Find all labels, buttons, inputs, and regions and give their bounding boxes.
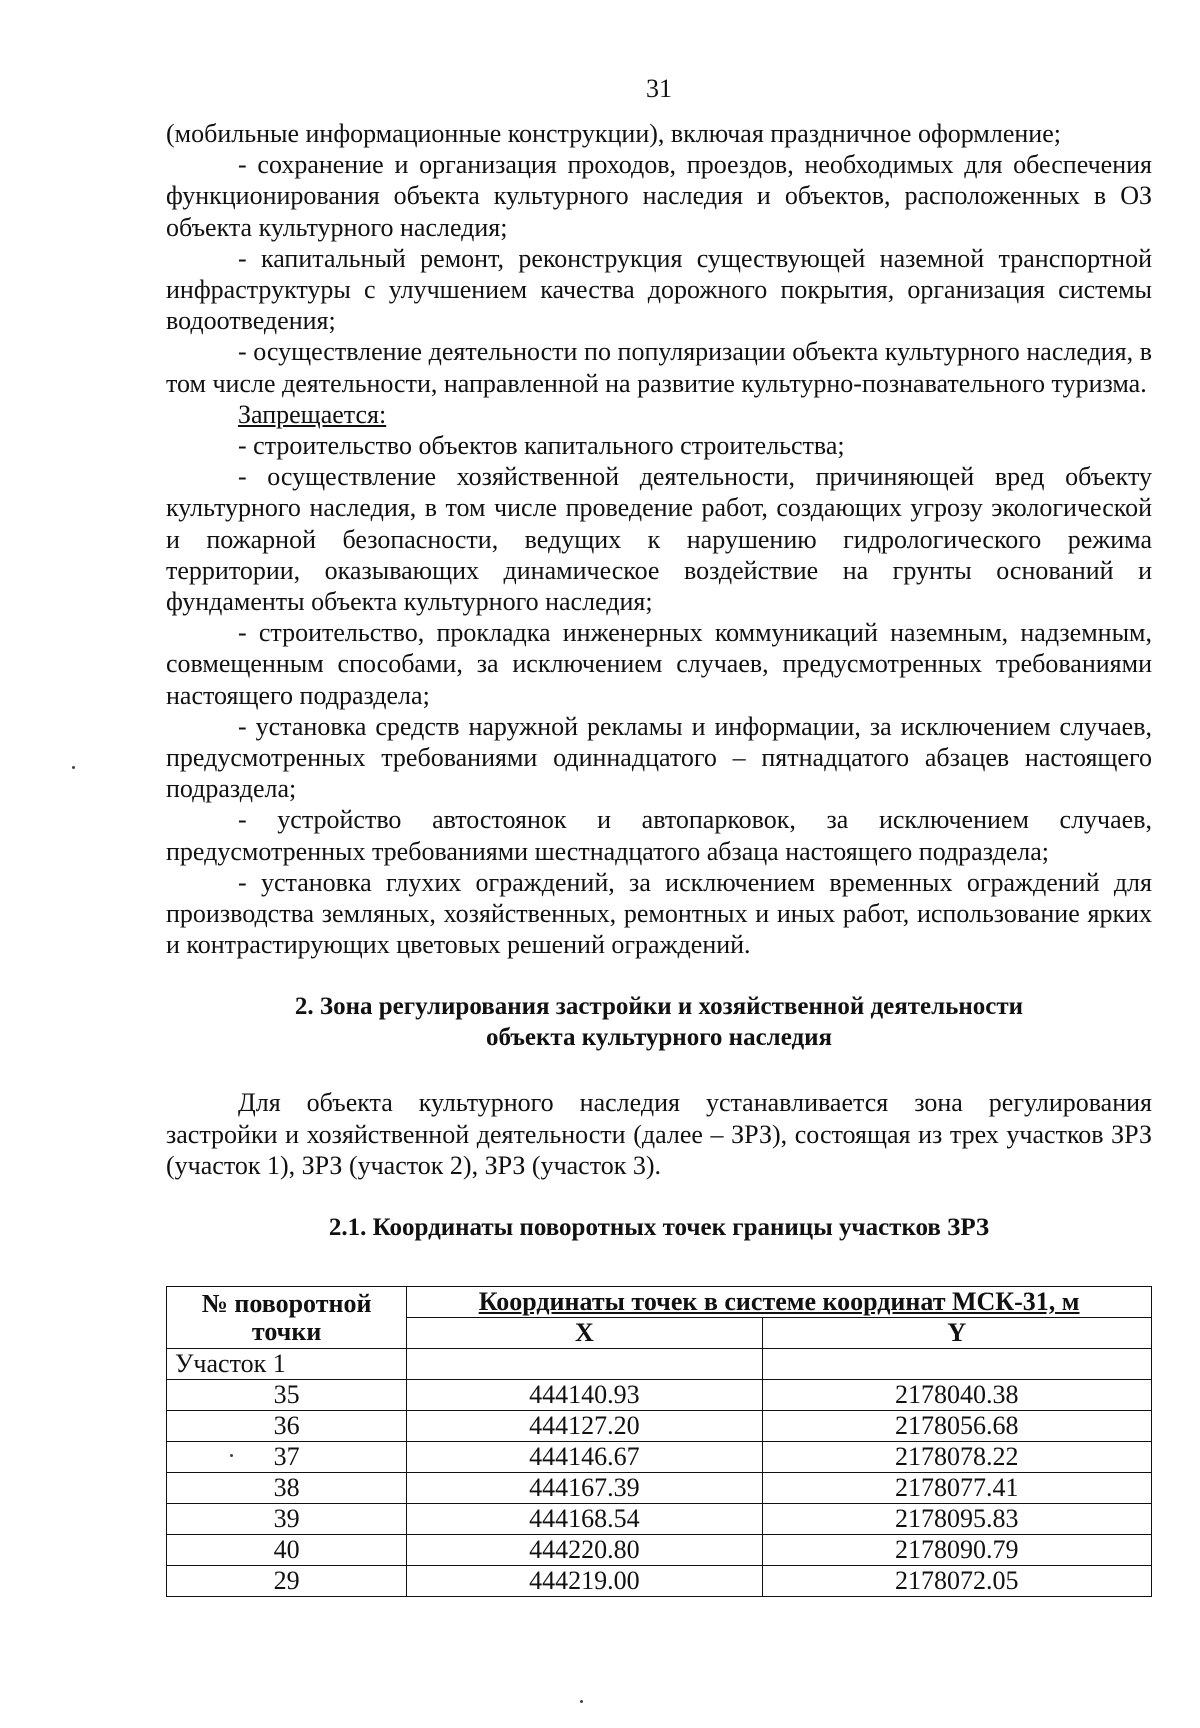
- header-coords-text: Координаты точек в системе координат МСК-31, м: [478, 1287, 1080, 1316]
- prohibited-heading: [166, 399, 1152, 430]
- header-coords: [407, 1287, 1152, 1318]
- prohibited-label: Запрещается:: [238, 399, 387, 429]
- table-row: [167, 1473, 1152, 1504]
- prohibited-item: - строительство, прокладка инженерных коммуникаций наземным, надземным, совмещенным способами, за исключением случаев, предусмотренных требованиями настоящего подраздела;: [166, 618, 1152, 710]
- section-title-line2: объекта культурного наследия: [485, 1024, 833, 1052]
- point-cell: 37: [167, 1442, 407, 1473]
- point-cell: 36: [167, 1411, 407, 1442]
- x-cell: 444167.39: [407, 1473, 762, 1504]
- point-cell: 39: [167, 1504, 407, 1535]
- table-section-row: [167, 1349, 1152, 1380]
- header-point-line1: № поворотной: [201, 1288, 372, 1318]
- section-title-line1: 2. Зона регулирования застройки и хозяйственной деятельности: [294, 993, 1024, 1021]
- prohibited-item: - установка средств наружной рекламы и информации, за исключением случаев, предусмотренных требованиями одиннадцатого – пятнадцатого абзацев настоящего подраздела;: [166, 711, 1152, 804]
- page-number: 31: [646, 74, 672, 103]
- paragraph: - капитальный ремонт, реконструкция существующей наземной транспортной инфраструктуры с улучшением качества дорожного покрытия, организация системы водоотведения;: [166, 243, 1152, 336]
- y-cell: 2178056.68: [762, 1411, 1151, 1442]
- document-body: [166, 118, 1152, 1243]
- coordinates-table: [166, 1286, 1152, 1597]
- prohibited-item: - установка глухих ограждений, за исключением временных ограждений для производства земляных, хозяйственных, ремонтных и иных работ, использование ярких и контрастирующих цветовых решений ограждений.: [166, 867, 1152, 960]
- x-cell: 444140.93: [407, 1380, 762, 1411]
- header-y: Y: [762, 1318, 1151, 1349]
- y-cell: 2178095.83: [762, 1504, 1151, 1535]
- empty-cell: [407, 1349, 762, 1380]
- prohibited-item: - строительство объектов капитального строительства;: [238, 431, 845, 461]
- table-row: [167, 1442, 1152, 1473]
- scan-speck: [230, 1454, 233, 1457]
- section-label: Участок 1: [167, 1349, 407, 1380]
- y-cell: 2178090.79: [762, 1535, 1151, 1566]
- point-cell: 35: [167, 1380, 407, 1411]
- scan-speck: [72, 766, 75, 769]
- table-row: [167, 1535, 1152, 1566]
- header-point: [167, 1287, 407, 1349]
- paragraph: - сохранение и организация проходов, проездов, необходимых для обеспечения функционирования объекта культурного наследия и объектов, расположенных в ОЗ объекта культурного наследия;: [166, 150, 1152, 242]
- table-row: [167, 1380, 1152, 1411]
- table-row: [167, 1411, 1152, 1442]
- prohibited-item: - устройство автостоянок и автопарковок, за исключением случаев, предусмотренных требованиями шестнадцатого абзаца настоящего подраздела;: [166, 805, 1152, 866]
- table-row: [167, 1566, 1152, 1597]
- y-cell: 2178040.38: [762, 1380, 1151, 1411]
- x-cell: 444168.54: [407, 1504, 762, 1535]
- subsection-title: 2.1. Координаты поворотных точек границы участков ЗРЗ: [328, 1214, 990, 1242]
- section-intro: Для объекта культурного наследия устанавливается зона регулирования застройки и хозяйственной деятельности (далее – ЗРЗ), состоящая из трех участков ЗРЗ (участок 1), ЗРЗ (участок 2), ЗРЗ (участок 3).: [166, 1088, 1152, 1180]
- y-cell: 2178078.22: [762, 1442, 1151, 1473]
- x-cell: 444220.80: [407, 1535, 762, 1566]
- x-cell: 444127.20: [407, 1411, 762, 1442]
- table-row: [167, 1504, 1152, 1535]
- section-title: [166, 991, 1152, 1053]
- prohibited-item: - осуществление хозяйственной деятельности, причиняющей вред объекту культурного наследия, в том числе проведение работ, создающих угрозу экологической и пожарной безопасности, ведущих к нарушению гидрологического режима территории, оказывающих динамическое воздействие на грунты оснований и фундаменты объекта культурного наследия;: [166, 462, 1152, 617]
- header-point-line2: точки: [251, 1316, 322, 1346]
- paragraph: - осуществление деятельности по популяризации объекта культурного наследия, в том числе деятельности, направленной на развитие культурно-познавательного туризма.: [166, 337, 1152, 398]
- x-cell: 444219.00: [407, 1566, 762, 1597]
- scan-speck: [580, 1700, 583, 1703]
- y-cell: 2178077.41: [762, 1473, 1151, 1504]
- x-cell: 444146.67: [407, 1442, 762, 1473]
- paragraph: (мобильные информационные конструкции), включая праздничное оформление;: [166, 119, 1061, 148]
- table-header-row: [167, 1287, 1152, 1318]
- point-cell: 29: [167, 1566, 407, 1597]
- point-cell: 40: [167, 1535, 407, 1566]
- y-cell: 2178072.05: [762, 1566, 1151, 1597]
- header-x: X: [407, 1318, 762, 1349]
- empty-cell: [762, 1349, 1151, 1380]
- point-cell: 38: [167, 1473, 407, 1504]
